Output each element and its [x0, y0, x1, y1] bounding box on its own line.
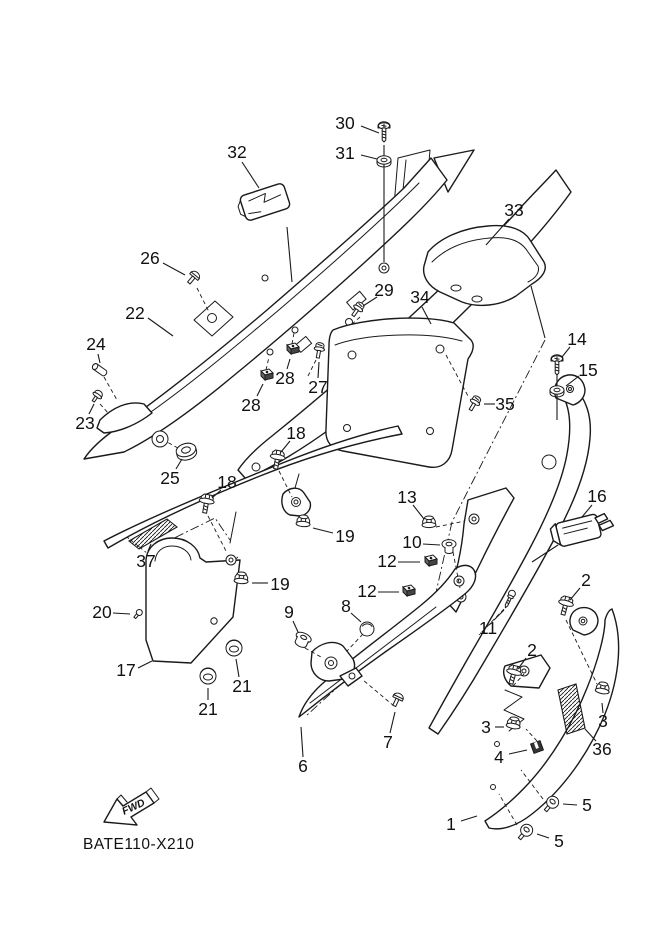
callout-37[interactable]: 37 [136, 551, 156, 571]
callout-25[interactable]: 25 [160, 468, 180, 488]
callout-2[interactable]: 2 [527, 640, 537, 660]
leader-line-8 [351, 613, 361, 622]
screw-shoulder-icon [466, 394, 483, 413]
callout-31[interactable]: 31 [335, 143, 355, 163]
callout-14[interactable]: 14 [567, 329, 587, 349]
screw-pan-icon [378, 122, 390, 142]
nut-square-icon [287, 343, 299, 354]
screw-small-icon [89, 388, 104, 404]
callout-5[interactable]: 5 [582, 795, 592, 815]
callout-15[interactable]: 15 [578, 360, 598, 380]
leader-line-5 [563, 804, 577, 805]
callout-11[interactable]: 11 [478, 618, 498, 638]
callout-5[interactable]: 5 [554, 831, 564, 851]
nut-square-icon [425, 555, 437, 566]
callout-1[interactable]: 1 [446, 814, 456, 834]
callout-10[interactable]: 10 [402, 532, 422, 552]
leader-line-32 [242, 162, 259, 188]
callout-28[interactable]: 28 [241, 395, 261, 415]
leader-line-13 [413, 505, 424, 519]
callout-2[interactable]: 2 [581, 570, 591, 590]
leader-line-5 [537, 834, 549, 838]
callout-3[interactable]: 3 [598, 711, 608, 731]
callout-28[interactable]: 28 [275, 368, 295, 388]
leader-line-27 [318, 362, 319, 378]
screw-pan-icon [551, 355, 563, 375]
callout-4[interactable]: 4 [494, 747, 504, 767]
callout-21[interactable]: 21 [198, 699, 218, 719]
callout-20[interactable]: 20 [92, 602, 112, 622]
callout-22[interactable]: 22 [125, 303, 145, 323]
leader-line-24 [98, 354, 100, 363]
callout-7[interactable]: 7 [383, 732, 393, 752]
diagram-code: BATE110-X210 [83, 836, 195, 853]
leader-line-2 [570, 588, 580, 600]
leader-line-30 [361, 126, 379, 133]
leader-line-22 [148, 318, 173, 336]
callout-6[interactable]: 6 [298, 756, 308, 776]
leader-line-19 [313, 528, 333, 533]
callout-17[interactable]: 17 [116, 660, 136, 680]
leader-line-7 [390, 712, 395, 733]
leader-line-17 [138, 661, 152, 668]
screw-shoulder-icon [313, 342, 326, 359]
callout-30[interactable]: 30 [335, 113, 355, 133]
leader-line-4 [509, 750, 527, 754]
collar-icon [442, 540, 456, 554]
nut-square-icon [261, 369, 273, 380]
callout-12[interactable]: 12 [357, 581, 377, 601]
callout-35[interactable]: 35 [495, 394, 515, 414]
callout-18[interactable]: 18 [286, 423, 306, 443]
callout-29[interactable]: 29 [374, 280, 394, 300]
leader-line-9 [293, 621, 298, 632]
callout-33[interactable]: 33 [504, 200, 524, 220]
leader-line-10 [423, 544, 440, 545]
nut-square-icon [403, 585, 415, 596]
screw-truss-icon [515, 822, 535, 843]
callout-19[interactable]: 19 [335, 526, 355, 546]
leader-line-21 [236, 659, 239, 677]
callout-18[interactable]: 18 [217, 472, 237, 492]
grommet-icon [175, 441, 199, 462]
leader-line-31 [361, 155, 377, 159]
callout-3[interactable]: 3 [481, 717, 491, 737]
grommet-flange-icon [292, 630, 313, 650]
emblem-36 [558, 684, 585, 734]
callout-32[interactable]: 32 [227, 142, 247, 162]
screw-button-icon [390, 691, 405, 708]
nut-flange-icon [506, 716, 522, 730]
callout-27[interactable]: 27 [308, 377, 328, 397]
leader-line-20 [113, 613, 130, 614]
leader-line-26 [163, 263, 185, 275]
callout-23[interactable]: 23 [75, 413, 95, 433]
callout-24[interactable]: 24 [86, 334, 106, 354]
fwd-arrow [104, 788, 159, 825]
callout-13[interactable]: 13 [397, 487, 417, 507]
rivet-icon [132, 608, 143, 620]
callout-12[interactable]: 12 [377, 551, 397, 571]
leader-line-1 [461, 816, 477, 821]
callout-19[interactable]: 19 [270, 574, 290, 594]
callout-9[interactable]: 9 [284, 602, 294, 622]
fwd-label: FWD [120, 796, 147, 818]
leader-line-6 [301, 727, 303, 757]
callout-34[interactable]: 34 [410, 287, 430, 307]
grommet-small-icon [226, 640, 242, 656]
grommet-small-icon [200, 668, 216, 684]
nut-flange-icon [422, 516, 436, 528]
clip-icon [91, 363, 108, 377]
plug-icon [360, 622, 374, 636]
callout-8[interactable]: 8 [341, 596, 351, 616]
screw-button-icon [185, 269, 202, 286]
clipnut-icon [531, 741, 544, 754]
part-32-latch [235, 183, 291, 223]
part-17-panel [146, 538, 240, 663]
callout-21[interactable]: 21 [232, 676, 252, 696]
callout-26[interactable]: 26 [140, 248, 160, 268]
callout-16[interactable]: 16 [587, 486, 607, 506]
callout-36[interactable]: 36 [592, 739, 612, 759]
